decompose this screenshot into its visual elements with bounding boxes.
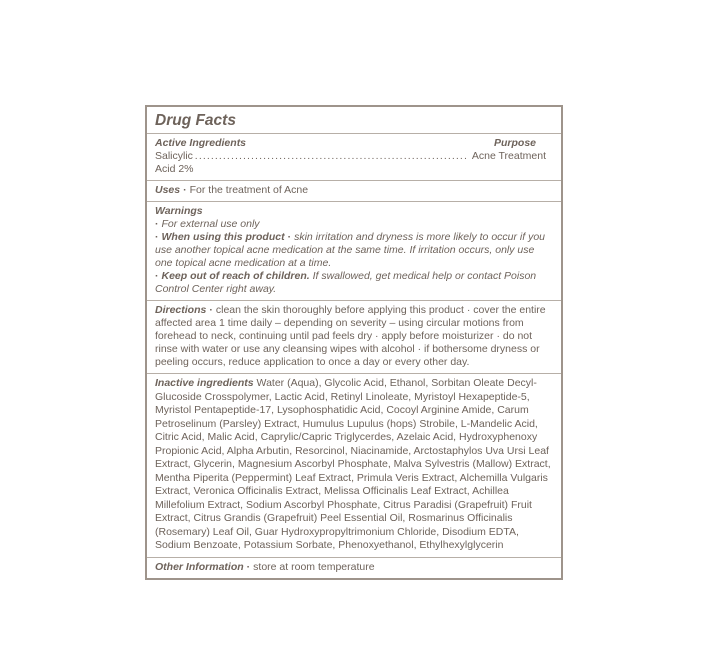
bullet-separator-icon (180, 184, 190, 196)
directions-section (147, 300, 561, 373)
active-ingredient-name: Salicylic Acid 2% (155, 150, 194, 175)
bullet-separator-icon (285, 231, 295, 243)
uses-heading: Uses (155, 184, 181, 196)
other-information-text: store at room temperature (253, 560, 375, 573)
warning-item-lead: Keep out of reach of children. (161, 270, 310, 282)
dot-leader (195, 150, 468, 163)
title-section (147, 107, 561, 133)
warning-item-text: If swallowed, get medical help or contact Poison Control Center right away. (155, 270, 537, 295)
warnings-section (147, 201, 561, 300)
purpose-value: Acne Treatment (471, 150, 546, 162)
other-information-heading: Other Information (155, 560, 244, 573)
bullet-separator-icon (206, 304, 216, 316)
warning-item-text: skin irritation and dryness is more likely to occur if you use another topical acne medication at the same time. If irritation occurs, only use one topical acne medication at a time. (155, 231, 546, 269)
uses-section (147, 180, 561, 201)
warning-item-text: For external use only (161, 218, 260, 230)
bullet-separator-icon (244, 561, 254, 573)
warning-item (155, 218, 552, 231)
warning-item-lead: When using this product (161, 231, 285, 243)
purpose-heading: Purpose (493, 137, 536, 149)
warning-item (155, 231, 552, 270)
uses-text: For the treatment of Acne (189, 184, 309, 196)
inactive-ingredients-section (147, 373, 561, 557)
active-ingredients-section (147, 133, 561, 180)
active-ingredients-heading: Active Ingredients (155, 137, 247, 149)
other-information-section (147, 557, 561, 578)
drug-facts-label (145, 105, 563, 580)
directions-heading: Directions (155, 304, 207, 316)
panel-title: Drug Facts (155, 112, 236, 129)
warning-item (155, 270, 552, 296)
directions-text: clean the skin thoroughly before applying this product · cover the entire affected area 1 time daily – depending on severity – using circular motions from forehead to neck, continuing until pad feels dry · apply before moisturizer · do not rinse with water or use any cleansing wipes with alcohol · if bothersome dryness or peeling occurs, reduce application to once a day or every other day. (155, 304, 546, 368)
inactive-ingredients-text: Water (Aqua), Glycolic Acid, Ethanol, Sorbitan Oleate Decyl-Glucoside Crosspolymer, Lactic Acid, Retinyl Linoleate, Myristoyl Hexapeptide-5, Myristol Pentapeptide-17, Lysophosphatidic Acid, Cocoyl Arginine Amide, Carum Petroselinum (Parsley) Extract, Humulus Lupulus (hops) Strobile, L-Mandelic Acid, Citric Acid, Malic Acid, Caprylic/Capric Triglycerdes, Azelaic Acid, Hydroxyphenoxy Propionic Acid, Alpha Arbutin, Resorcinol, Niacinamide, Arctostaphylos Uva Ursi Leaf Extract, Glycerin, Magnesium Ascorbyl Phosphate, Malva Sylvestris (Mallow) Extract, Mentha Piperita (Peppermint) Leaf Extract, Primula Veris Extract, Alchemilla Vulgaris Extract, Veronica Officinalis Extract, Melissa Officinalis Leaf Extract, Achillea Millefolium Extract, Sodium Ascorbyl Phosphate, Citrus Paradisi (Grapefruit) Fruit Extract, Citrus Grandis (Grapefruit) Peel Essential Oil, Rosmarinus Officinalis (Rosemary) Leaf Oil, Guar Hydroxypropyltrimonium Chloride, Disodium EDTA, Sodium Benzoate, Potassium Sorbate, Phenoxyethanol, Ethylhexylglycerin (155, 377, 551, 551)
warnings-heading: Warnings (155, 205, 203, 217)
inactive-ingredients-heading: Inactive ingredients (155, 377, 254, 389)
